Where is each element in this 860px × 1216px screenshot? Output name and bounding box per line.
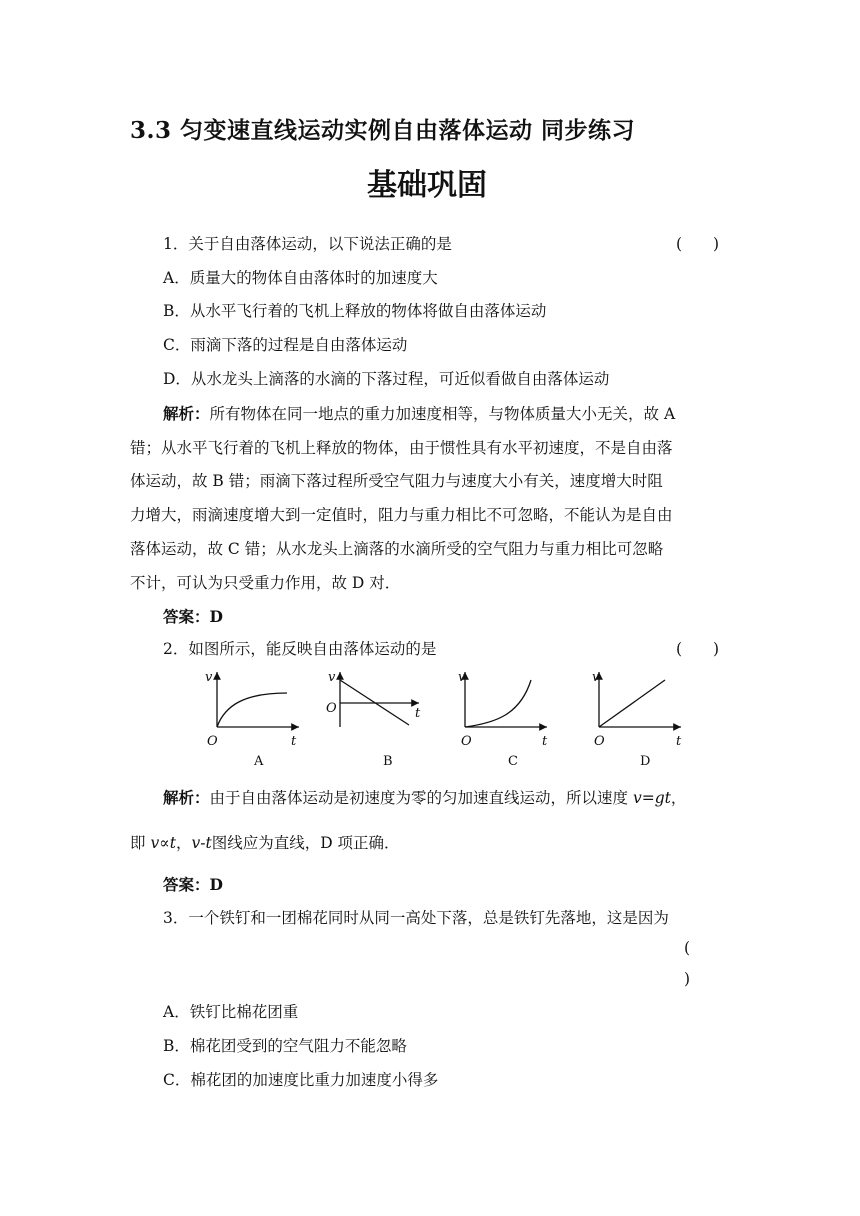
formula-v-prop-t: v∝t xyxy=(150,834,176,852)
question-1-option-c: C．雨滴下落的过程是自由落体运动 xyxy=(163,336,408,354)
graph-a-label: A xyxy=(254,754,264,769)
question-3-bracket-close: ) xyxy=(684,970,691,988)
graph-b-t-label: t xyxy=(415,706,421,721)
graph-c xyxy=(465,672,547,727)
question-1-stem: 1．关于自由落体运动，以下说法正确的是 xyxy=(163,235,452,253)
question-3-option-a: A．铁钉比棉花团重 xyxy=(163,1003,299,1021)
question-1-analysis-line-6: 不计，可认为只受重力作用，故 D 对． xyxy=(130,574,401,592)
graph-a-v-label: v xyxy=(205,670,213,685)
graph-a-t-label: t xyxy=(291,734,297,749)
question-1-analysis-line-5: 落体运动，故 C 错；从水龙头上滴落的水滴所受的空气阻力与重力相比可忽略 xyxy=(130,540,664,558)
graph-d-t-label: t xyxy=(676,734,682,749)
graph-d-v-label: v xyxy=(592,670,600,685)
question-1-analysis-line-3: 体运动，故 B 错；雨滴下落过程所受空气阻力与速度大小有关，速度增大时阻 xyxy=(130,472,663,490)
graph-d xyxy=(599,672,681,727)
question-1-option-b: B．从水平飞行着的飞机上释放的物体将做自由落体运动 xyxy=(163,302,547,320)
graph-b-label: B xyxy=(383,754,393,769)
analysis-label: 解析： xyxy=(163,404,210,423)
formula-v-gt: v=gt xyxy=(632,789,671,807)
question-3-bracket-open: ( xyxy=(684,939,691,957)
graph-b xyxy=(340,672,419,727)
section-heading: 基础巩固 xyxy=(367,168,487,203)
analysis-text: 由于自由落体运动是初速度为零的匀加速直线运动，所以速度 xyxy=(209,789,629,807)
question-2-stem: 2．如图所示，能反映自由落体运动的是 xyxy=(163,640,437,658)
graph-a xyxy=(217,672,299,727)
graph-a-origin: O xyxy=(207,734,218,749)
question-1-analysis-line-2: 错；从水平飞行着的飞机上释放的物体，由于惯性具有水平初速度，不是自由落 xyxy=(130,439,673,457)
question-1-analysis-line-4: 力增大，雨滴速度增大到一定值时，阻力与重力相比不可忽略，不能认为是自由 xyxy=(130,506,673,524)
analysis-suffix: 图线应为直线，D 项正确． xyxy=(211,834,400,852)
question-1-answer: 答案：D xyxy=(163,607,223,626)
question-3-option-b: B．棉花团受到的空气阻力不能忽略 xyxy=(163,1037,407,1055)
question-1-option-d: D．从水龙头上滴落的水滴的下落过程，可近似看做自由落体运动 xyxy=(163,370,610,388)
analysis-text: 所有物体在同一地点的重力加速度相等，与物体质量大小无关，故 A xyxy=(209,405,676,423)
graph-b-origin: O xyxy=(326,701,337,716)
question-2-bracket: ( ) xyxy=(676,640,720,658)
graph-d-origin: O xyxy=(594,734,605,749)
graph-d-label: D xyxy=(640,754,651,769)
analysis-prefix: 即 xyxy=(130,834,146,852)
graph-c-label: C xyxy=(508,754,518,769)
formula-v-t: v-t xyxy=(191,834,212,852)
graph-b-v-label: v xyxy=(328,670,336,685)
question-1-option-a: A．质量大的物体自由落体时的加速度大 xyxy=(163,269,438,287)
question-3-option-c: C．棉花团的加速度比重力加速度小得多 xyxy=(163,1071,439,1089)
document-title: 3.3 匀变速直线运动实例自由落体运动 同步练习 xyxy=(130,117,636,144)
graph-c-v-label: v xyxy=(458,670,466,685)
question-2-answer: 答案：D xyxy=(163,875,223,894)
question-1-bracket: ( ) xyxy=(676,235,720,253)
question-3-stem: 3．一个铁钉和一团棉花同时从同一高处下落，总是铁钉先落地，这是因为 xyxy=(163,909,669,927)
analysis-label: 解析： xyxy=(163,788,210,807)
question-2-analysis-line-2: 即 v∝t，v-t图线应为直线，D 项正确． xyxy=(130,834,400,852)
graph-c-origin: O xyxy=(461,734,472,749)
question-2-analysis-line-1: 解析：由于自由落体运动是初速度为零的匀加速直线运动，所以速度 v=gt， xyxy=(163,788,687,807)
question-1-analysis-line-1 xyxy=(163,402,675,424)
graph-c-t-label: t xyxy=(542,734,548,749)
velocity-time-graphs xyxy=(195,665,755,775)
